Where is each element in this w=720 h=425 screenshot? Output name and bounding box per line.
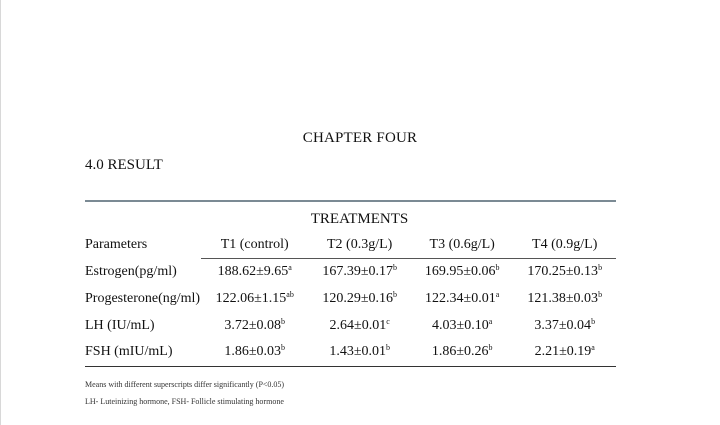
row-label-fsh: FSH (mIU/mL) [85,339,201,366]
cell-superscript: a [288,263,292,273]
cell-value: 188.62±9.65 [217,264,289,280]
treatments-group-header: TREATMENTS [310,211,409,227]
table-cell [513,259,616,286]
cell-value: 167.39±0.17 [322,264,393,280]
cell-superscript: b [488,343,493,353]
column-header-t1: T1 (control) [201,232,308,259]
table-cell [308,259,411,286]
cell-value: 2.64±0.01 [329,317,387,333]
table-cell [513,286,616,313]
table-cell [201,286,308,313]
results-table [85,232,616,367]
footnote-abbreviations: LH- Luteinizing hormone, FSH- Follicle stimulating hormone [85,397,284,406]
table-top-rule [85,200,616,202]
cell-superscript: b [393,263,397,273]
cell-superscript: b [386,343,390,353]
cell-superscript: b [598,263,603,273]
results-table-container [85,200,616,367]
table-row [85,259,616,286]
table-cell [201,312,308,339]
cell-superscript: b [495,263,500,273]
footnote-significance: Means with different superscripts differ significantly (P<0.05) [85,380,285,389]
cell-value: 170.25±0.13 [527,264,599,280]
cell-value: 1.43±0.01 [329,344,386,360]
table-cell [411,339,514,366]
column-header-t4: T4 (0.9g/L) [513,232,616,259]
row-label-estrogen: Estrogen(pg/ml) [85,264,177,280]
cell-value: 121.38±0.03 [527,291,599,307]
table-cell [201,339,308,366]
table-cell [308,339,411,366]
table-row [85,339,616,366]
cell-value: 1.86±0.26 [431,344,489,360]
cell-value: 3.72±0.08 [224,317,282,333]
cell-superscript: b [281,316,286,326]
cell-superscript: b [393,290,397,300]
cell-value: 1.86±0.03 [224,344,282,360]
cell-superscript: ab [286,290,294,300]
table-row [85,286,616,313]
cell-superscript: a [488,316,493,326]
table-cell [411,259,514,286]
cell-superscript: b [598,290,603,300]
cell-value: 3.37±0.04 [534,317,592,333]
table-row [85,312,616,339]
cell-superscript: c [386,316,390,326]
cell-value: 122.06±1.15 [215,291,287,307]
cell-value: 120.29±0.16 [322,291,393,307]
column-header-t3: T3 (0.6g/L) [411,232,514,259]
row-label-progesterone: Progesterone(ng/ml) [85,291,201,307]
table-cell [513,312,616,339]
cell-value: 2.21±0.19 [534,344,592,360]
cell-value: 4.03±0.10 [432,317,489,333]
section-heading: 4.0 RESULT [85,157,163,173]
chapter-title: CHAPTER FOUR [302,130,418,146]
table-cell [411,312,514,339]
cell-superscript: a [495,290,500,300]
table-cell [308,286,411,313]
column-header-parameters: Parameters [85,237,148,253]
cell-superscript: b [281,343,286,353]
cell-superscript: a [591,343,595,353]
cell-superscript: b [591,316,596,326]
cell-value: 169.95±0.06 [424,264,496,280]
cell-value: 122.34±0.01 [425,291,496,307]
table-cell [308,312,411,339]
table-cell [201,259,308,286]
row-label-lh: LH (IU/mL) [85,317,155,333]
table-cell [513,339,616,366]
page-edge [0,0,1,425]
table-cell [411,286,514,313]
table-header-row [85,232,616,259]
column-header-t2: T2 (0.3g/L) [308,232,411,259]
